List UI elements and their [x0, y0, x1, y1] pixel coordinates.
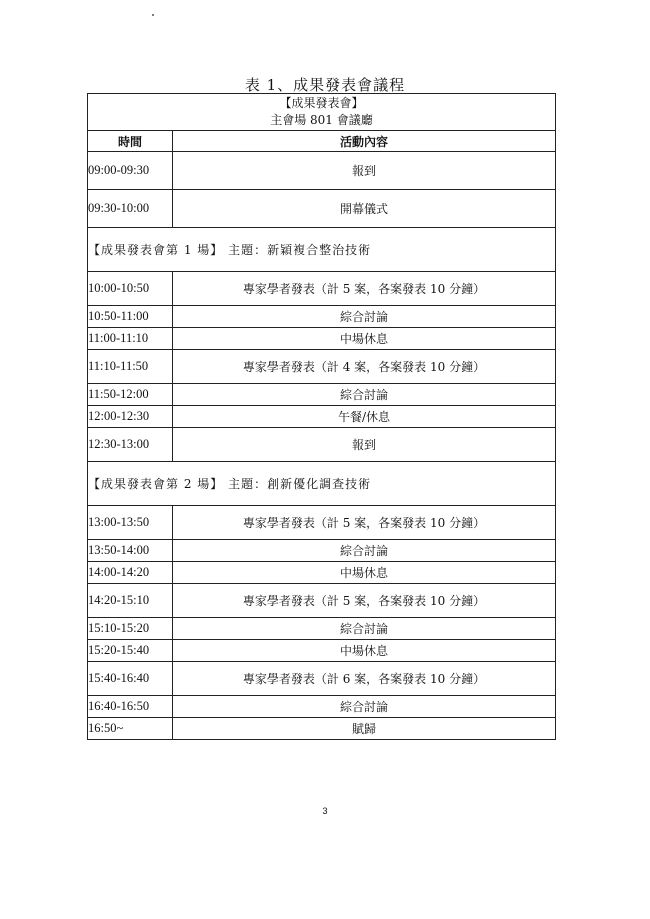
venue-header-row	[88, 94, 556, 131]
column-header-row	[88, 131, 556, 152]
time-cell: 12:00-12:30	[88, 406, 173, 428]
agenda-row	[88, 718, 556, 740]
agenda-row	[88, 328, 556, 350]
agenda-table	[87, 93, 556, 740]
session-title: 【成果發表會第 1 場】 主題：新穎複合整治技術	[88, 228, 556, 272]
activity-cell: 專家學者發表（計 6 案，各案發表 10 分鐘）	[173, 662, 556, 696]
agenda-row	[88, 350, 556, 384]
event-name: 【成果發表會】	[279, 96, 364, 110]
time-cell: 15:40-16:40	[88, 662, 173, 696]
activity-cell: 專家學者發表（計 4 案，各案發表 10 分鐘）	[173, 350, 556, 384]
agenda-row	[88, 384, 556, 406]
scan-speck	[152, 14, 154, 16]
activity-cell: 專家學者發表（計 5 案，各案發表 10 分鐘）	[173, 584, 556, 618]
column-header-activity: 活動內容	[173, 131, 556, 152]
activity-cell: 中場休息	[173, 562, 556, 584]
activity-cell: 中場休息	[173, 328, 556, 350]
time-cell: 10:50-11:00	[88, 306, 173, 328]
session-title: 【成果發表會第 2 場】 主題：創新優化調查技術	[88, 462, 556, 506]
agenda-row	[88, 272, 556, 306]
time-cell: 11:10-11:50	[88, 350, 173, 384]
activity-cell: 午餐/休息	[173, 406, 556, 428]
activity-cell: 綜合討論	[173, 618, 556, 640]
venue-header	[88, 94, 556, 131]
activity-cell: 專家學者發表（計 5 案，各案發表 10 分鐘）	[173, 506, 556, 540]
activity-cell: 報到	[173, 428, 556, 462]
agenda-row	[88, 406, 556, 428]
column-header-time: 時間	[88, 131, 173, 152]
time-cell: 14:00-14:20	[88, 562, 173, 584]
agenda-row	[88, 506, 556, 540]
agenda-row	[88, 190, 556, 228]
agenda-row	[88, 306, 556, 328]
table-title: 表 1、成果發表會議程	[244, 76, 406, 94]
time-cell: 15:10-15:20	[88, 618, 173, 640]
agenda-row	[88, 662, 556, 696]
venue-name: 主會場 801 會議廳	[270, 113, 373, 127]
time-cell: 14:20-15:10	[88, 584, 173, 618]
activity-cell: 綜合討論	[173, 696, 556, 718]
activity-cell: 中場休息	[173, 640, 556, 662]
time-cell: 10:00-10:50	[88, 272, 173, 306]
time-cell: 12:30-13:00	[88, 428, 173, 462]
time-cell: 16:50~	[88, 718, 173, 740]
time-cell: 11:00-11:10	[88, 328, 173, 350]
activity-cell: 綜合討論	[173, 384, 556, 406]
agenda-row	[88, 584, 556, 618]
activity-cell: 賦歸	[173, 718, 556, 740]
agenda-row	[88, 696, 556, 718]
agenda-row	[88, 152, 556, 190]
time-cell: 15:20-15:40	[88, 640, 173, 662]
agenda-row	[88, 428, 556, 462]
time-cell: 13:00-13:50	[88, 506, 173, 540]
activity-cell: 報到	[173, 152, 556, 190]
activity-cell: 專家學者發表（計 5 案，各案發表 10 分鐘）	[173, 272, 556, 306]
activity-cell: 綜合討論	[173, 540, 556, 562]
agenda-row	[88, 618, 556, 640]
time-cell: 09:00-09:30	[88, 152, 173, 190]
session-header-row	[88, 462, 556, 506]
activity-cell: 綜合討論	[173, 306, 556, 328]
activity-cell: 開幕儀式	[173, 190, 556, 228]
agenda-row	[88, 562, 556, 584]
page-number: 3	[322, 806, 328, 816]
agenda-row	[88, 640, 556, 662]
time-cell: 11:50-12:00	[88, 384, 173, 406]
time-cell: 09:30-10:00	[88, 190, 173, 228]
session-header-row	[88, 228, 556, 272]
agenda-row	[88, 540, 556, 562]
time-cell: 13:50-14:00	[88, 540, 173, 562]
time-cell: 16:40-16:50	[88, 696, 173, 718]
